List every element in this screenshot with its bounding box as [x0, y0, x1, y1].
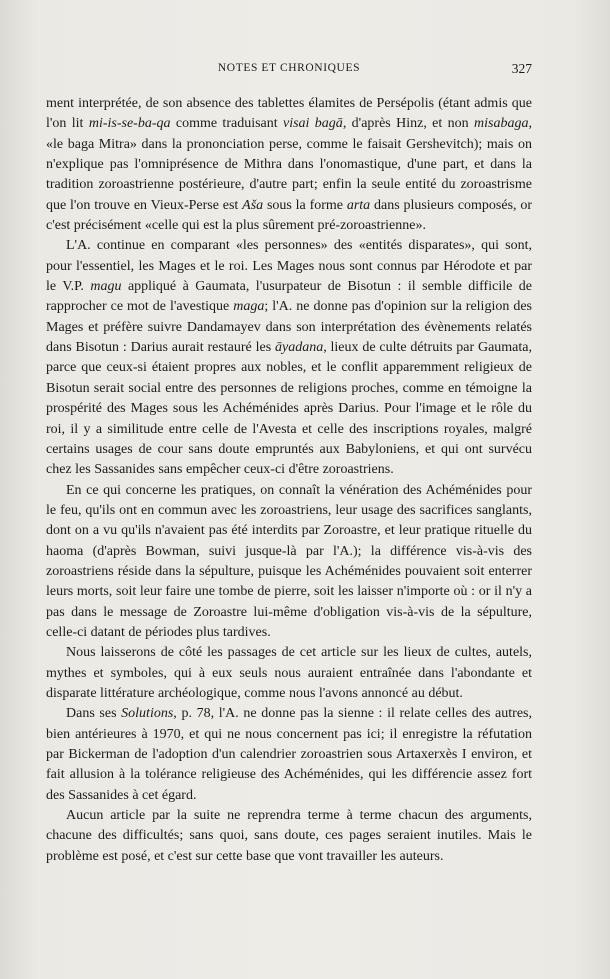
text-run: , «le baga Mitra» dans la prononciation perse, comme le faisait Gershevitch); mais on n'explique pas l'omniprésence de Mithra dans l'onomastique, d'une part, et dans la tradition zoroastrienne postérieure, d'autre part; enfin la seule entité du zoroastrisme que l'on trouve en Vieux-Perse est	[46, 116, 532, 213]
italic-term: visai bagā	[283, 116, 343, 132]
running-title: NOTES ET CHRONIQUES	[217, 62, 361, 74]
text-run: appliqué à Gaumata, l'usurpateur de Bisotun : il semble difficile de rapprocher ce mot de l'avestique	[46, 279, 532, 315]
paragraph-5	[46, 704, 532, 806]
paragraph-1	[46, 94, 532, 236]
text-run: dans plusieurs composés, or c'est précisément «celle qui est la plus sûrement pré-zoroastrienne».	[46, 197, 533, 234]
italic-term: maga	[233, 299, 265, 315]
paragraph-6	[46, 806, 532, 867]
text-run: L'A. continue en comparant «les personnes» des «entités disparates», qui sont, pour l'essentiel, les Mages et le roi. Les Mages nous sont connus par Hérodote et par le V.P.	[46, 238, 532, 295]
body-text	[46, 94, 532, 867]
italic-term: magu	[90, 279, 122, 295]
italic-term: arta	[346, 197, 371, 213]
italic-term: Solutions	[121, 706, 174, 722]
text-run: Dans ses	[66, 706, 122, 722]
text-run: , p. 78, l'A. ne donne pas la sienne : il relate celles des autres, bien antérieures à 1970, et qui ne nous concernent pas ici; il enregistre la réfutation par Bickerman de l'adoption d'un calendrier zoroastrien sous Artaxerxès I environ, et fait allusion à la tolérance religieuse des Achéménides, qui les différencie assez fort des Sassanides à cet égard.	[46, 706, 532, 803]
text-run: ment interprétée, de son absence des tablettes élamites de Persépolis (étant admis que l'on lit	[46, 96, 532, 132]
paragraph-2	[46, 236, 532, 480]
italic-term: Aša	[242, 197, 264, 213]
text-run: comme traduisant	[170, 116, 283, 132]
running-head	[46, 62, 532, 80]
italic-term: mi-is-se-ba-qa	[88, 116, 171, 132]
text-run: En ce qui concerne les pratiques, on connaît la vénération des Achéménides pour le feu, qu'ils ont en commun avec les zoroastriens, leur usage des sacrifices sanglants, dont on a vu qu'ils n'avaient pas été interdits par Zoroastre, et leur pratique rituelle du haoma (d'après Bowman, suivi jusque-là par l'A.); la différence vis-à-vis des zoroastriens réside dans la sépulture, puisque les Achéménides pouvaient soit enterrer leurs morts, soit leur faire une tombe de pierre, soit les laisser n'importe où : or il n'y a pas dans le message de Zoroastre lui-même d'obligation vis-à-vis de la sépulture, celle-ci datant de périodes plus tardives.	[46, 482, 532, 640]
text-run: , lieux de culte détruits par Gaumata, parce que ceux-si étaient propres aux nobles, et le conflit apparemment religieux de Bisotun serait social entre des personnes de religions proches, comme en témoigne la prospérité des Mages sous les Achéménides après Darius. Pour l'image et le rôle du roi, il y a similitude entre celle de l'Avesta et celle des inscriptions royales, malgré certains usages de cour sans doute empruntés aux Babyloniens, et qui ont survécu chez les Sassanides sans empêcher ceux-ci d'être zoroastriens.	[46, 340, 532, 478]
text-run: sous la forme	[263, 197, 347, 213]
italic-term: āyadana	[274, 340, 324, 356]
paragraph-3	[46, 481, 532, 644]
italic-term: misabaga	[474, 116, 529, 132]
text-run: Nous laisserons de côté les passages de cet article sur les lieux de cultes, autels, mythes et symboles, qui à eux seuls nous auraient entraînée dans l'abondante et disparate littérature archéologique, comme nous l'avons annoncé au début.	[46, 645, 532, 701]
page-number: 327	[511, 61, 532, 76]
text-run: , d'après Hinz, et non	[342, 116, 475, 132]
paragraph-4	[46, 643, 532, 704]
text-run: ; l'A. ne donne pas d'opinion sur la religion des Mages et préfère suivre Dandamayev dans son interprétation des évènements relatés dans Bisotun : Darius aurait restauré les	[46, 299, 532, 356]
text-run: Aucun article par la suite ne reprendra terme à terme chacun des arguments, chacune des difficultés; sans quoi, sans doute, ces pages seraient inutiles. Mais le problème est posé, et c'est sur cette base que vont travailler les auteurs.	[46, 808, 532, 864]
